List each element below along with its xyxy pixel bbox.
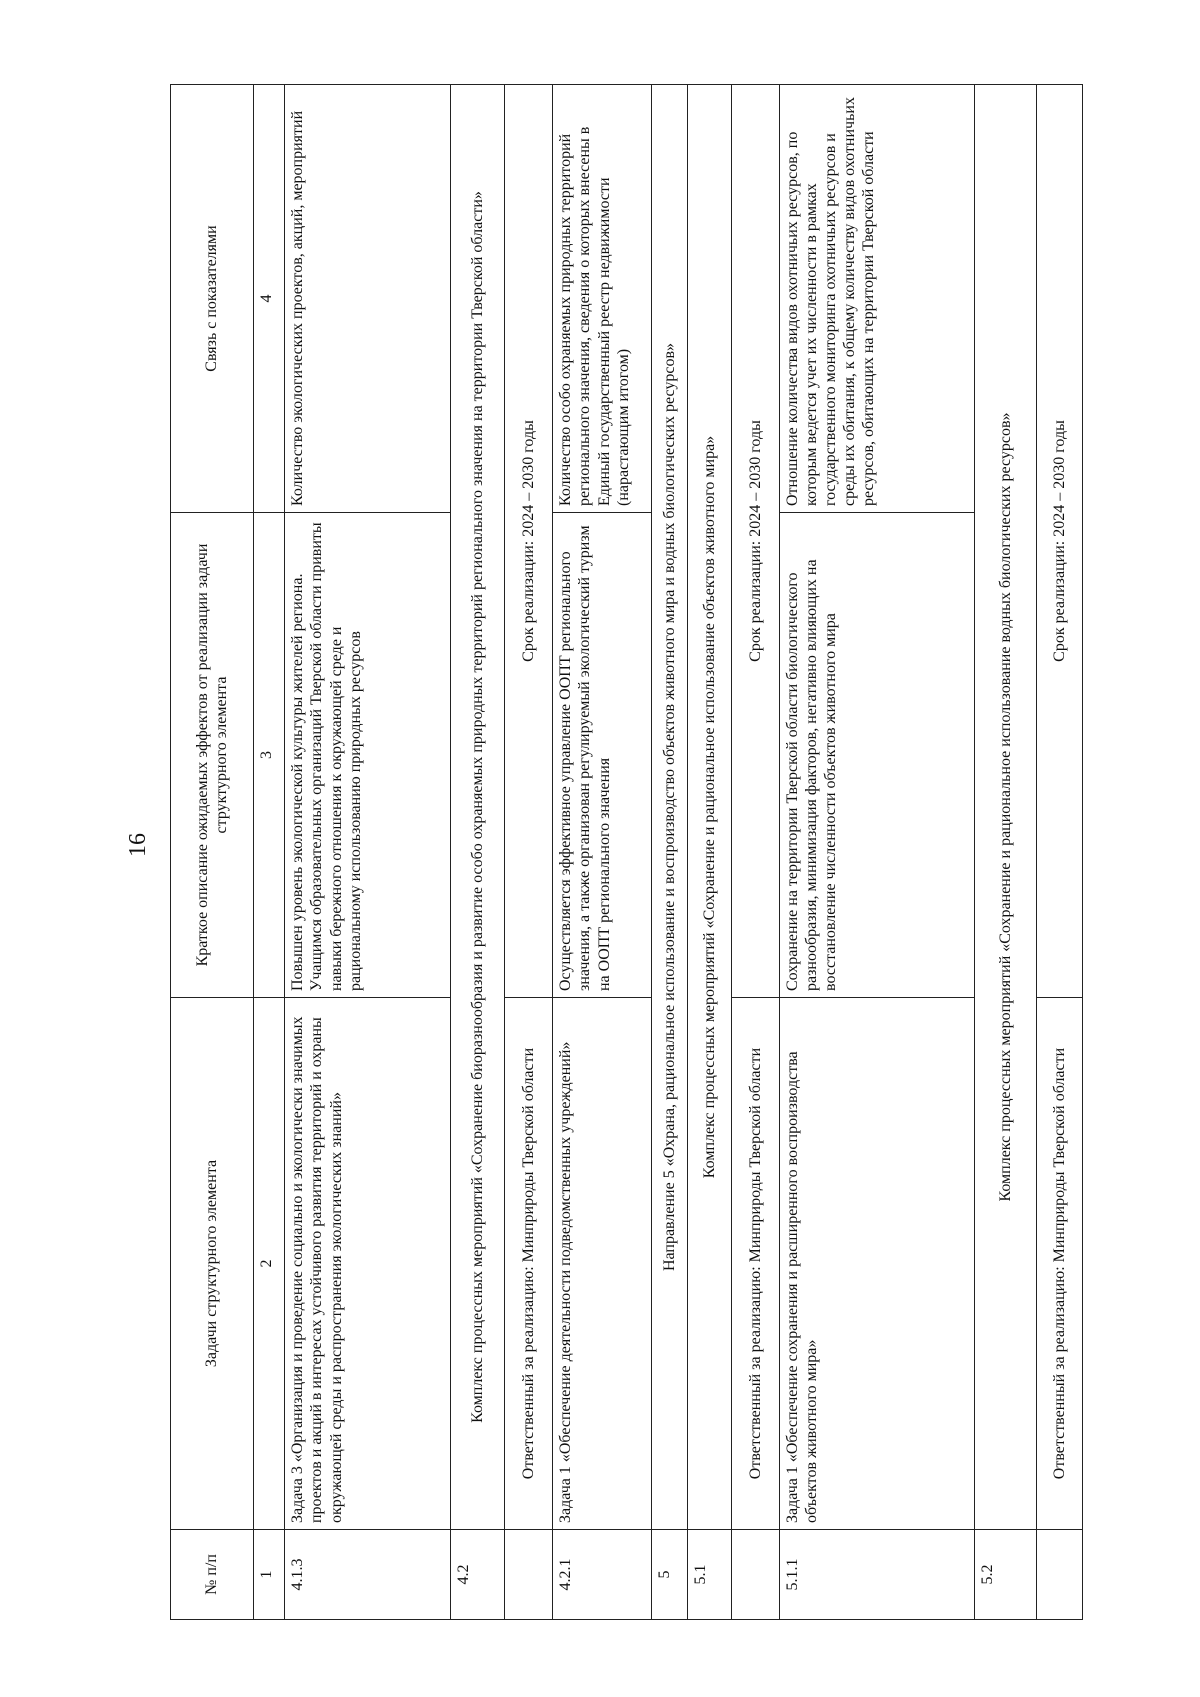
task-cell: Задача 1 «Обеспечение сохранения и расширенного воспроизводства объектов животного мира»	[779, 998, 974, 1530]
table-row	[285, 85, 451, 1620]
effect-cell	[779, 513, 974, 998]
task-cell: Задача 3 «Организация и проведение социально и экологически значимых проектов и акций в интересах устойчивого развития территорий и охраны окружающей среды и распространения экологических знаний»	[285, 998, 451, 1530]
complex-title: Комплекс процессных мероприятий «Сохранение биоразнообразия и развитие особо охраняемых природных территорий регионального значения на территории Тверской области»	[451, 85, 505, 1530]
indicator-cell: Отношение количества видов охотничьих ресурсов, по которым ведется учет их численности в рамках государственного мониторинга охотничьих ресурсов и среды их обитания, к общему количеству видов охотничьих ресурсов, обитающих на территории Тверской области	[779, 85, 974, 513]
table-row	[553, 85, 652, 1620]
responsible-text: Ответственный за реализацию: Минприроды Тверской области	[505, 998, 553, 1530]
column-index: 4	[254, 85, 285, 513]
responsible-text: Ответственный за реализацию: Минприроды Тверской области	[731, 998, 779, 1530]
term-text: Срок реализации: 2024 – 2030 годы	[505, 85, 553, 998]
rotated-table-sheet	[170, 85, 1083, 1620]
effect-text: Осуществляется эффективное управление ООПТ регионального значения, а также организован регулируемый экологический туризм на ООПТ регионального значения	[557, 525, 613, 991]
row-number: 5.2	[974, 1530, 1036, 1620]
page-number: 16	[125, 833, 151, 857]
section-row	[451, 85, 505, 1620]
row-number: 5.1.1	[779, 1530, 974, 1620]
responsible-row	[731, 85, 779, 1620]
structural-elements-table	[170, 84, 1083, 1620]
empty-cell	[505, 1530, 553, 1620]
effect-text: Повышен уровень экологической культуры жителей региона.	[289, 573, 307, 991]
term-text: Срок реализации: 2024 – 2030 годы	[1037, 85, 1083, 998]
effect-cell	[553, 513, 652, 998]
header-indicators: Связь с показателями	[171, 85, 254, 513]
complex-title: Комплекс процессных мероприятий «Сохранение и рациональное использование объектов животного мира»	[688, 85, 732, 1530]
effect-text: Сохранение на территории Тверской области биологического разнообразия, минимизация факторов, негативно влияющих на восстановление численности объектов животного мира	[783, 559, 840, 991]
task-cell: Задача 1 «Обеспечение деятельности подведомственных учреждений»	[553, 998, 652, 1530]
responsible-text: Ответственный за реализацию: Минприроды Тверской области	[1037, 998, 1083, 1530]
effect-text: Учащимся образовательных организаций Тверской области привиты навыки бережного отношения к окружающей среде и рациональному использованию природных ресурсов	[308, 522, 364, 991]
effect-cell	[285, 513, 451, 998]
indicator-cell: Количество особо охраняемых природных территорий регионального значения, сведения о которых внесены в Единый государственный реестр недвижимости (нарастающим итогом)	[553, 85, 652, 513]
responsible-row	[1037, 85, 1083, 1620]
term-text: Срок реализации: 2024 – 2030 годы	[731, 85, 779, 998]
indicator-cell: Количество экологических проектов, акций, мероприятий	[285, 85, 451, 513]
section-row	[974, 85, 1036, 1620]
complex-title: Комплекс процессных мероприятий «Сохранение и рациональное использование водных биологических ресурсов»	[974, 85, 1036, 1530]
column-index: 3	[254, 513, 285, 998]
empty-cell	[731, 1530, 779, 1620]
header-tasks: Задачи структурного элемента	[171, 998, 254, 1530]
row-number: 4.2	[451, 1530, 505, 1620]
section-row	[688, 85, 732, 1620]
column-index: 2	[254, 998, 285, 1530]
column-index: 1	[254, 1530, 285, 1620]
row-number: 5	[651, 1530, 687, 1620]
column-index-row	[254, 85, 285, 1620]
empty-cell	[1037, 1530, 1083, 1620]
table-row	[779, 85, 974, 1620]
row-number: 4.2.1	[553, 1530, 652, 1620]
header-num: № п/п	[171, 1530, 254, 1620]
section-row	[651, 85, 687, 1620]
header-effects: Краткое описание ожидаемых эффектов от реализации задачи структурного элемента	[171, 513, 254, 998]
responsible-row	[505, 85, 553, 1620]
row-number: 5.1	[688, 1530, 732, 1620]
direction-title: Направление 5 «Охрана, рациональное использование и воспроизводство объектов животного мира и водных биологических ресурсов»	[651, 85, 687, 1530]
row-number: 4.1.3	[285, 1530, 451, 1620]
table-header-row	[171, 85, 254, 1620]
